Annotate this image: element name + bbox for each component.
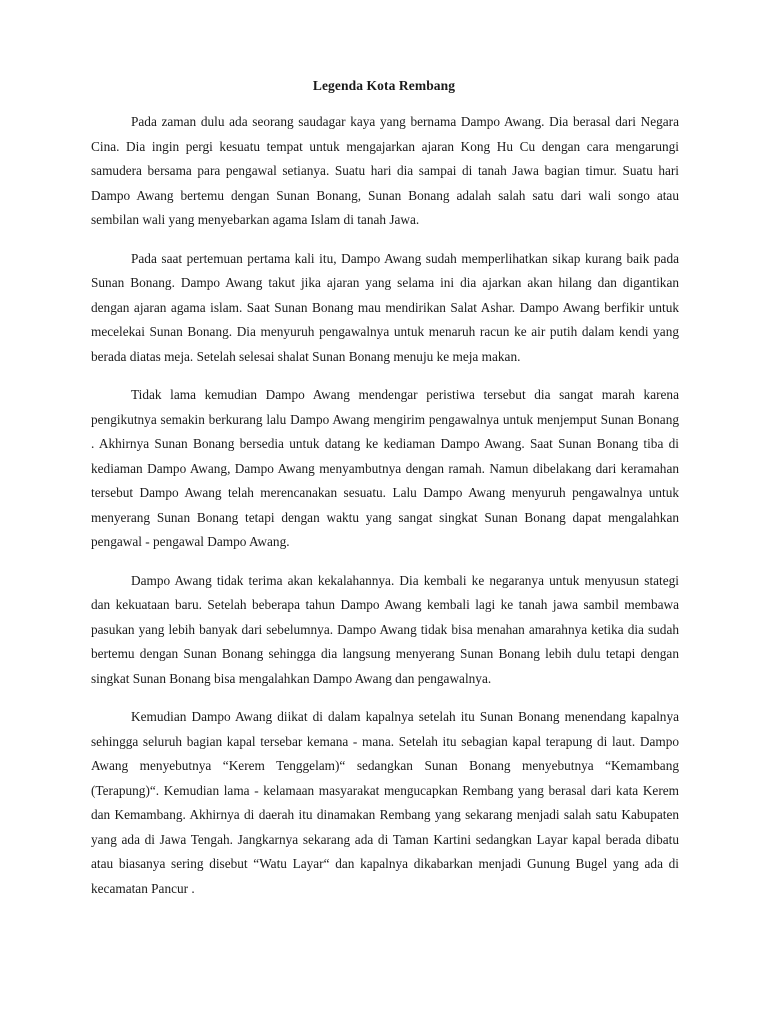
paragraph-4: Dampo Awang tidak terima akan kekalahannya. Dia kembali ke negaranya untuk menyusun stategi dan kekuataan baru. Setelah beberapa tahun Dampo Awang kembali lagi ke tanah jawa sambil membawa pasukan yang lebih banyak dari sebelumnya. Dampo Awang tidak bisa menahan amarahnya ketika dia sudah bertemu dengan Sunan Bonang sehingga dia langsung menyerang Sunan Bonang lebih dulu tetapi dengan singkat Sunan Bonang bisa mengalahkan Dampo Awang dan pengawalnya. (91, 572, 679, 686)
paragraph-2: Pada saat pertemuan pertama kali itu, Dampo Awang sudah memperlihatkan sikap kurang baik pada Sunan Bonang. Dampo Awang takut jika ajaran yang selama ini dia ajarkan akan hilang dan digantikan dengan ajaran agama islam. Saat Sunan Bonang mau mendirikan Salat Ashar. Dampo Awang berfikir untuk mecelekai Sunan Bonang. Dia menyuruh pengawalnya untuk menaruh racun ke air putih dalam kendi yang berada diatas meja. Setelah selesai shalat Sunan Bonang menuju ke meja makan. (91, 250, 679, 364)
document-body (91, 110, 679, 915)
paragraph-5: Kemudian Dampo Awang diikat di dalam kapalnya setelah itu Sunan Bonang menendang kapalnya sehingga seluruh bagian kapal tersebar kemana - mana. Setelah itu sebagian kapal terapung di laut. Dampo Awang menyebutnya “Kerem Tenggelam)“ sedangkan Sunan Bonang menyebutnya “Kemambang (Terapung)“. Kemudian lama - kelamaan masyarakat mengucapkan Rembang yang berasal dari kata Kerem dan Kemambang. Akhirnya di daerah itu dinamakan Rembang yang sekarang menjadi salah satu Kabupaten yang ada di Jawa Tengah. Jangkarnya sekarang ada di Taman Kartini sedangkan Layar kapal berada dibatu atau biasanya sering disebut “Watu Layar“ dan kapalnya dikabarkan menjadi Gunung Bugel yang ada di kecamatan Pancur . (91, 709, 679, 896)
document-title: Legenda Kota Rembang (312, 78, 456, 93)
paragraph-3: Tidak lama kemudian Dampo Awang mendengar peristiwa tersebut dia sangat marah karena pengikutnya semakin berkurang lalu Dampo Awang mengirim pengawalnya untuk menjemput Sunan Bonang . Akhirnya Sunan Bonang bersedia untuk datang ke kediaman Dampo Awang. Saat Sunan Bonang tiba di kediaman Dampo Awang, Dampo Awang menyambutnya dengan ramah. Namun dibelakang dari keramahan tersebut Dampo Awang telah merencanakan sesuatu. Lalu Dampo Awang menyuruh pengawalnya untuk menyerang Sunan Bonang tetapi dengan waktu yang sangat singkat Sunan Bonang dapat mengalahkan pengawal - pengawal Dampo Awang. (91, 387, 679, 549)
paragraph-1: Pada zaman dulu ada seorang saudagar kaya yang bernama Dampo Awang. Dia berasal dari Negara Cina. Dia ingin pergi kesuatu tempat untuk mengajarkan ajaran Kong Hu Cu dengan cara mengarungi samudera bersama para pengawal setianya. Suatu hari dia sampai di tanah Jawa bagian timur. Suatu hari Dampo Awang bertemu dengan Sunan Bonang, Sunan Bonang adalah salah satu dari wali songo atau sembilan wali yang menyebarkan agama Islam di tanah Jawa. (91, 114, 679, 227)
